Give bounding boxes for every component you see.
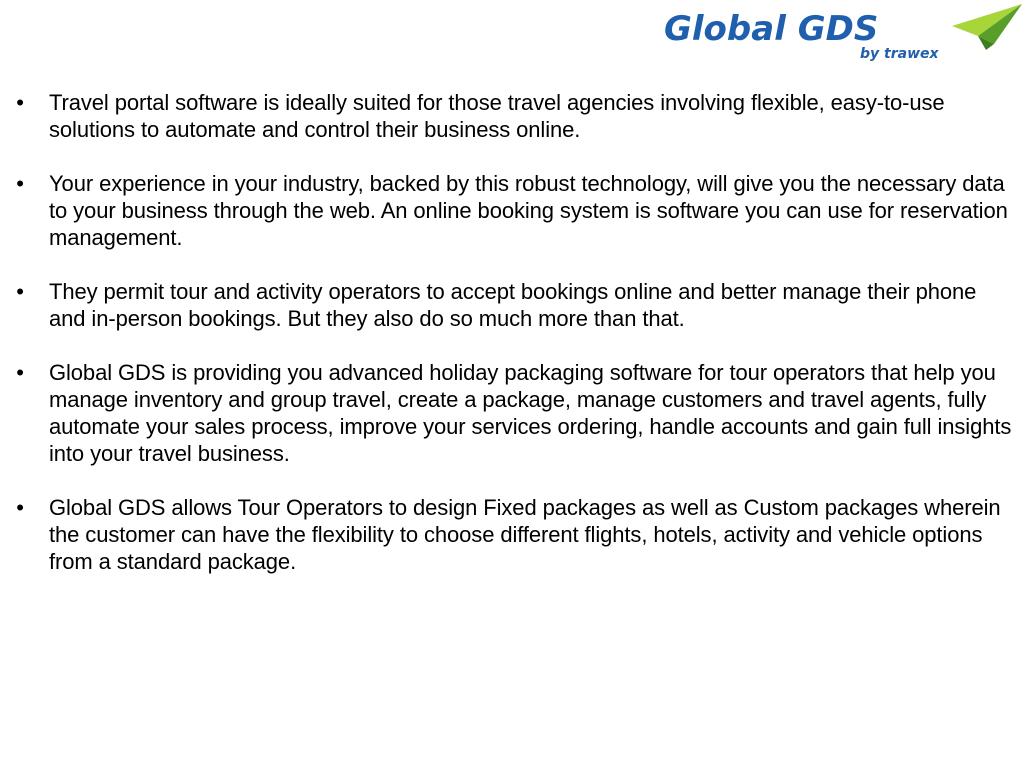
bullet-marker: • bbox=[16, 495, 24, 520]
bullet-text: Global GDS is providing you advanced holiday packaging software for tour operators that help you manage inventory and group travel, create a package, manage customers and travel agents, fully automate your sales process, improve your services ordering, handle accounts and gain full insights into your travel business. bbox=[49, 360, 1012, 466]
logo-graphic bbox=[660, 2, 1024, 66]
bullet-marker: • bbox=[16, 90, 24, 115]
logo-wordmark: Global GDS bbox=[664, 9, 879, 49]
bullet-text: Travel portal software is ideally suited for those travel agencies involving flexible, easy-to-use solutions to automate and control their business online. bbox=[49, 90, 945, 142]
bullet-list bbox=[0, 89, 1024, 602]
list-item bbox=[0, 170, 1024, 251]
bullet-text: They permit tour and activity operators to accept bookings online and better manage their phone and in-person bookings. But they also do so much more than that. bbox=[49, 279, 977, 331]
bullet-marker: • bbox=[16, 360, 24, 385]
paper-plane-icon bbox=[952, 4, 1022, 50]
bullet-text: Your experience in your industry, backed by this robust technology, will give you the necessary data to your business through the web. An online booking system is software you can use for reservation management. bbox=[49, 171, 1008, 250]
list-item bbox=[0, 494, 1024, 575]
bullet-text: Global GDS allows Tour Operators to design Fixed packages as well as Custom packages wherein the customer can have the flexibility to choose different flights, hotels, activity and vehicle options from a standard package. bbox=[49, 495, 1001, 574]
list-item bbox=[0, 89, 1024, 143]
bullet-marker: • bbox=[16, 279, 24, 304]
global-gds-logo bbox=[660, 2, 1024, 66]
bullet-marker: • bbox=[16, 171, 24, 196]
list-item bbox=[0, 278, 1024, 332]
list-item bbox=[0, 359, 1024, 467]
logo-tagline: by trawex bbox=[860, 46, 939, 62]
